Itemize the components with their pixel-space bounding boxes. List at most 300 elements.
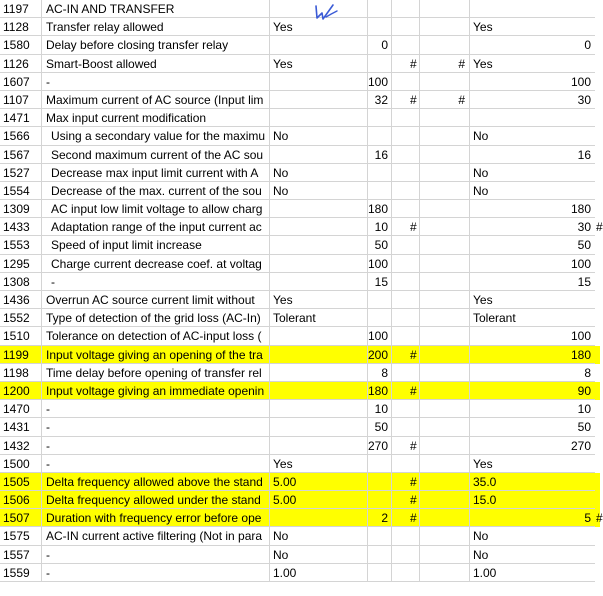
param-id-cell[interactable]: 1470 (0, 400, 42, 418)
flag-cell-2[interactable] (420, 218, 470, 236)
param-name-cell[interactable]: Speed of input limit increase (42, 236, 270, 254)
param-id-cell[interactable]: 1554 (0, 182, 42, 200)
trailing-flag-cell[interactable] (595, 418, 600, 436)
value-number-cell[interactable] (368, 55, 392, 73)
trailing-flag-cell[interactable] (595, 164, 600, 182)
table-row (0, 182, 600, 200)
param-id-cell[interactable]: 1433 (0, 218, 42, 236)
new-value-number-cell[interactable] (530, 182, 595, 200)
flag-cell[interactable] (392, 309, 420, 327)
table-row (0, 200, 600, 218)
param-id-cell[interactable]: 1557 (0, 546, 42, 564)
table-row (0, 491, 600, 509)
new-value-text-cell[interactable]: Yes (470, 291, 595, 309)
new-value-number-cell[interactable]: 50 (577, 238, 591, 253)
param-name-cell[interactable]: - (42, 273, 270, 291)
value-number-cell[interactable]: 8 (368, 364, 392, 382)
param-name-cell[interactable]: Delta frequency allowed under the stand (42, 491, 270, 509)
param-name-cell[interactable]: Delay before closing transfer relay (42, 36, 270, 54)
trailing-flag-cell[interactable] (595, 382, 600, 400)
new-value-number-cell[interactable]: 50 (577, 420, 591, 435)
new-value-number-cell[interactable]: 180 (570, 347, 591, 362)
value-number-cell[interactable] (368, 164, 392, 182)
flag-cell-2[interactable] (420, 291, 470, 309)
param-id-cell[interactable]: 1505 (0, 473, 42, 491)
value-text-cell[interactable]: 5.00 (270, 473, 368, 491)
value-number-cell[interactable] (368, 473, 392, 491)
value-number-cell[interactable] (368, 455, 392, 473)
trailing-flag-cell[interactable] (595, 146, 600, 164)
param-id-cell[interactable]: 1198 (0, 364, 42, 382)
value-number-cell[interactable] (368, 0, 392, 18)
new-value-number-cell[interactable] (530, 309, 595, 327)
table-row (0, 273, 600, 291)
flag-cell-2[interactable] (420, 527, 470, 545)
trailing-flag-cell[interactable] (595, 109, 600, 127)
flag-cell[interactable] (392, 127, 420, 145)
flag-cell[interactable] (392, 546, 420, 564)
value-text-cell[interactable] (270, 36, 368, 54)
param-name-cell[interactable]: - (42, 418, 270, 436)
flag-cell[interactable]: # (392, 509, 420, 527)
flag-cell-2[interactable]: # (420, 91, 470, 109)
flag-cell[interactable] (392, 109, 420, 127)
new-value-number-cell[interactable] (530, 491, 595, 509)
table-row (0, 255, 600, 273)
new-value-text-cell[interactable]: No (470, 546, 595, 564)
value-number-cell[interactable]: 50 (368, 236, 392, 254)
flag-cell-2[interactable] (420, 364, 470, 382)
param-id-cell[interactable]: 1107 (0, 91, 42, 109)
param-id-cell[interactable]: 1559 (0, 564, 42, 582)
flag-cell[interactable] (392, 200, 420, 218)
flag-cell-2[interactable] (420, 509, 470, 527)
flag-cell-2[interactable] (420, 236, 470, 254)
value-text-cell[interactable] (270, 236, 368, 254)
flag-cell-2[interactable] (420, 400, 470, 418)
value-text-cell[interactable] (270, 327, 368, 345)
param-name-cell[interactable]: - (42, 73, 270, 91)
new-value-number-cell[interactable]: 5 (584, 511, 591, 526)
table-row (0, 309, 600, 327)
flag-cell[interactable] (392, 291, 420, 309)
trailing-flag-cell[interactable] (595, 400, 600, 418)
param-id-cell[interactable]: 1527 (0, 164, 42, 182)
param-id-cell[interactable]: 1197 (0, 0, 42, 18)
value-text-cell[interactable]: Yes (270, 55, 368, 73)
value-number-cell[interactable]: 100 (368, 327, 392, 345)
table-row (0, 346, 600, 364)
trailing-flag-cell[interactable] (595, 182, 600, 200)
new-value-number-cell[interactable] (530, 164, 595, 182)
value-number-cell[interactable] (368, 109, 392, 127)
new-value-number-cell[interactable] (530, 291, 595, 309)
flag-cell[interactable] (392, 564, 420, 582)
param-id-cell[interactable]: 1471 (0, 109, 42, 127)
trailing-flag-cell[interactable] (595, 491, 600, 509)
value-number-cell[interactable] (368, 564, 392, 582)
param-name-cell[interactable]: Second maximum current of the AC sou (42, 146, 270, 164)
param-id-cell[interactable]: 1308 (0, 273, 42, 291)
value-number-cell[interactable]: 2 (368, 509, 392, 527)
new-value-number-cell[interactable]: 270 (570, 438, 591, 453)
new-value-number-cell[interactable]: 100 (570, 256, 591, 271)
table-row (0, 127, 600, 145)
flag-cell-2[interactable] (420, 18, 470, 36)
value-text-cell[interactable] (270, 346, 368, 364)
value-text-cell[interactable]: No (270, 164, 368, 182)
value-text-cell[interactable]: Yes (270, 291, 368, 309)
flag-cell[interactable] (392, 455, 420, 473)
trailing-flag-cell[interactable] (595, 18, 600, 36)
flag-cell[interactable]: # (392, 382, 420, 400)
value-number-cell[interactable]: 100 (368, 255, 392, 273)
table-row (0, 36, 600, 54)
new-value-text-cell[interactable]: Yes (470, 18, 595, 36)
trailing-flag-cell[interactable] (595, 36, 600, 54)
value-text-cell[interactable]: No (270, 546, 368, 564)
table-row (0, 473, 600, 491)
trailing-flag-cell[interactable] (595, 327, 600, 345)
new-value-number-cell[interactable]: 30 (577, 220, 591, 235)
param-name-cell[interactable]: Input voltage giving an immediate openin (42, 382, 270, 400)
flag-cell-2[interactable]: # (420, 55, 470, 73)
param-id-cell[interactable]: 1552 (0, 309, 42, 327)
table-row (0, 418, 600, 436)
param-name-cell[interactable]: Using a secondary value for the maximu (42, 127, 270, 145)
trailing-flag-cell[interactable] (595, 291, 600, 309)
param-id-cell[interactable]: 1128 (0, 18, 42, 36)
new-value-number-cell[interactable] (530, 55, 595, 73)
value-text-cell[interactable]: No (270, 127, 368, 145)
value-text-cell[interactable] (270, 91, 368, 109)
param-name-cell[interactable]: Time delay before opening of transfer rel (42, 364, 270, 382)
trailing-flag-cell[interactable] (595, 546, 600, 564)
table-row (0, 291, 600, 309)
value-text-cell[interactable] (270, 364, 368, 382)
value-number-cell[interactable] (368, 491, 392, 509)
new-value-text-cell[interactable]: 35.0 (470, 473, 595, 491)
flag-cell-2[interactable] (420, 0, 470, 18)
new-value-number-cell[interactable]: 16 (577, 147, 591, 162)
flag-cell-2[interactable] (420, 327, 470, 345)
flag-cell[interactable]: # (392, 437, 420, 455)
new-value-number-cell[interactable]: 15 (577, 274, 591, 289)
trailing-flag-cell[interactable] (595, 236, 600, 254)
flag-cell-2[interactable] (420, 109, 470, 127)
param-id-cell[interactable]: 1431 (0, 418, 42, 436)
flag-cell-2[interactable] (420, 546, 470, 564)
trailing-flag-cell[interactable] (595, 564, 600, 582)
new-value-text-cell[interactable]: 1.00 (470, 564, 595, 582)
value-number-cell[interactable] (368, 527, 392, 545)
trailing-flag-cell[interactable] (595, 346, 600, 364)
trailing-flag-cell[interactable] (595, 73, 600, 91)
value-text-cell[interactable] (270, 146, 368, 164)
value-text-cell[interactable]: 5.00 (270, 491, 368, 509)
value-text-cell[interactable]: 1.00 (270, 564, 368, 582)
value-number-cell[interactable]: 50 (368, 418, 392, 436)
flag-cell[interactable] (392, 255, 420, 273)
new-value-number-cell[interactable]: 10 (577, 402, 591, 417)
value-number-cell[interactable]: 15 (368, 273, 392, 291)
value-number-cell[interactable]: 100 (368, 73, 392, 91)
new-value-text-cell[interactable]: No (470, 164, 595, 182)
flag-cell-2[interactable] (420, 564, 470, 582)
value-text-cell[interactable]: Tolerant (270, 309, 368, 327)
flag-cell[interactable] (392, 527, 420, 545)
flag-cell[interactable] (392, 418, 420, 436)
param-name-cell[interactable]: - (42, 437, 270, 455)
flag-cell[interactable]: # (392, 218, 420, 236)
param-id-cell[interactable]: 1432 (0, 437, 42, 455)
table-row (0, 564, 600, 582)
value-number-cell[interactable]: 180 (368, 382, 392, 400)
param-id-cell[interactable]: 1309 (0, 200, 42, 218)
flag-cell[interactable] (392, 73, 420, 91)
value-text-cell[interactable] (270, 109, 368, 127)
flag-cell-2[interactable] (420, 127, 470, 145)
flag-cell-2[interactable] (420, 273, 470, 291)
param-id-cell[interactable]: 1126 (0, 55, 42, 73)
param-id-cell[interactable]: 1199 (0, 346, 42, 364)
table-row (0, 91, 600, 109)
table-row (0, 527, 600, 545)
trailing-flag-cell[interactable] (595, 473, 600, 491)
param-id-cell[interactable]: 1507 (0, 509, 42, 527)
flag-cell-2[interactable] (420, 437, 470, 455)
flag-cell[interactable] (392, 273, 420, 291)
param-name-cell[interactable]: - (42, 546, 270, 564)
value-number-cell[interactable]: 32 (368, 91, 392, 109)
param-name-cell[interactable]: Decrease of the max. current of the sou (42, 182, 270, 200)
flag-cell[interactable] (392, 364, 420, 382)
param-id-cell[interactable]: 1567 (0, 146, 42, 164)
flag-cell[interactable]: # (392, 91, 420, 109)
value-text-cell[interactable] (270, 382, 368, 400)
flag-cell[interactable] (392, 36, 420, 54)
param-id-cell[interactable]: 1506 (0, 491, 42, 509)
flag-cell-2[interactable] (420, 73, 470, 91)
flag-cell[interactable] (392, 182, 420, 200)
table-row (0, 55, 600, 73)
handwritten-mark-icon (312, 2, 340, 24)
param-name-cell[interactable]: - (42, 564, 270, 582)
new-value-number-cell[interactable]: 180 (570, 202, 591, 217)
table-row (0, 400, 600, 418)
new-value-number-cell[interactable]: 100 (570, 74, 591, 89)
param-name-cell[interactable]: Input voltage giving an opening of the tra (42, 346, 270, 364)
trailing-flag-cell[interactable]: # (596, 220, 603, 235)
trailing-flag-cell[interactable] (595, 55, 600, 73)
trailing-flag-cell[interactable] (595, 437, 600, 455)
value-number-cell[interactable] (368, 291, 392, 309)
value-number-cell[interactable]: 16 (368, 146, 392, 164)
trailing-flag-cell[interactable] (595, 0, 600, 18)
value-text-cell[interactable] (270, 400, 368, 418)
table-row (0, 109, 600, 127)
value-number-cell[interactable]: 200 (368, 346, 392, 364)
trailing-flag-cell[interactable] (595, 273, 600, 291)
new-value-number-cell[interactable] (530, 127, 595, 145)
trailing-flag-cell[interactable] (595, 91, 600, 109)
new-value-number-cell[interactable] (530, 18, 595, 36)
param-id-cell[interactable]: 1510 (0, 327, 42, 345)
param-name-cell[interactable]: Decrease max input limit current with A (42, 164, 270, 182)
flag-cell[interactable]: # (392, 346, 420, 364)
flag-cell-2[interactable] (420, 255, 470, 273)
trailing-flag-cell[interactable]: # (596, 511, 603, 526)
param-id-cell[interactable]: 1200 (0, 382, 42, 400)
table-row (0, 382, 600, 400)
table-row (0, 146, 600, 164)
new-value-number-cell[interactable]: 100 (570, 329, 591, 344)
value-text-cell[interactable] (270, 200, 368, 218)
value-text-cell[interactable] (270, 273, 368, 291)
new-value-text-cell[interactable]: 15.0 (470, 491, 595, 509)
param-name-cell[interactable]: Smart-Boost allowed (42, 55, 270, 73)
new-value-number-cell[interactable]: 90 (577, 383, 591, 398)
value-number-cell[interactable]: 10 (368, 218, 392, 236)
flag-cell[interactable] (392, 0, 420, 18)
new-value-text-cell[interactable]: Yes (470, 55, 595, 73)
param-name-cell[interactable]: AC input low limit voltage to allow charg (42, 200, 270, 218)
value-number-cell[interactable]: 270 (368, 437, 392, 455)
table-row (0, 236, 600, 254)
new-value-number-cell[interactable] (530, 564, 595, 582)
param-id-cell[interactable]: 1295 (0, 255, 42, 273)
value-text-cell[interactable]: Yes (270, 18, 368, 36)
new-value-text-cell[interactable]: Yes (470, 455, 595, 473)
trailing-flag-cell[interactable] (595, 255, 600, 273)
param-name-cell[interactable]: Transfer relay allowed (42, 18, 270, 36)
flag-cell[interactable]: # (392, 491, 420, 509)
flag-cell[interactable] (392, 327, 420, 345)
trailing-flag-cell[interactable] (595, 127, 600, 145)
value-number-cell[interactable] (368, 546, 392, 564)
value-text-cell[interactable]: Yes (270, 455, 368, 473)
param-id-cell[interactable]: 1575 (0, 527, 42, 545)
param-name-cell[interactable]: Delta frequency allowed above the stand (42, 473, 270, 491)
new-value-text-cell[interactable]: No (470, 182, 595, 200)
param-id-cell[interactable]: 1566 (0, 127, 42, 145)
new-value-number-cell[interactable]: 30 (577, 92, 591, 107)
table-row (0, 546, 600, 564)
new-value-number-cell[interactable] (530, 109, 595, 127)
new-value-number-cell[interactable] (530, 546, 595, 564)
table-row (0, 364, 600, 382)
flag-cell[interactable]: # (392, 55, 420, 73)
param-name-cell[interactable]: Maximum current of AC source (Input lim (42, 91, 270, 109)
table-row (0, 509, 603, 527)
param-id-cell[interactable]: 1553 (0, 236, 42, 254)
flag-cell-2[interactable] (420, 418, 470, 436)
param-id-cell[interactable]: 1580 (0, 36, 42, 54)
param-id-cell[interactable]: 1500 (0, 455, 42, 473)
value-text-cell[interactable] (270, 73, 368, 91)
value-text-cell[interactable] (270, 255, 368, 273)
trailing-flag-cell[interactable] (595, 455, 600, 473)
trailing-flag-cell[interactable] (595, 309, 600, 327)
param-name-cell[interactable]: - (42, 400, 270, 418)
table-row (0, 73, 600, 91)
param-name-cell[interactable]: Charge current decrease coef. at voltag (42, 255, 270, 273)
new-value-number-cell[interactable]: 0 (584, 38, 591, 53)
param-name-cell[interactable]: AC-IN current active filtering (Not in para (42, 527, 270, 545)
value-number-cell[interactable] (368, 18, 392, 36)
flag-cell-2[interactable] (420, 473, 470, 491)
param-name-cell[interactable]: - (42, 455, 270, 473)
trailing-flag-cell[interactable] (595, 200, 600, 218)
flag-cell[interactable] (392, 236, 420, 254)
new-value-number-cell[interactable] (530, 455, 595, 473)
param-name-cell[interactable]: Overrun AC source current limit without (42, 291, 270, 309)
param-name-cell[interactable]: AC-IN AND TRANSFER (42, 0, 270, 18)
value-text-cell[interactable]: No (270, 527, 368, 545)
param-id-cell[interactable]: 1607 (0, 73, 42, 91)
flag-cell-2[interactable] (420, 491, 470, 509)
flag-cell-2[interactable] (420, 455, 470, 473)
flag-cell[interactable] (392, 146, 420, 164)
trailing-flag-cell[interactable] (595, 364, 600, 382)
value-number-cell[interactable]: 0 (368, 36, 392, 54)
new-value-text-cell[interactable]: No (470, 127, 595, 145)
value-text-cell[interactable] (270, 218, 368, 236)
flag-cell[interactable] (392, 164, 420, 182)
table-row (0, 0, 600, 18)
param-name-cell[interactable]: Type of detection of the grid loss (AC-In) (42, 309, 270, 327)
flag-cell-2[interactable] (420, 36, 470, 54)
flag-cell-2[interactable] (420, 309, 470, 327)
value-number-cell[interactable]: 10 (368, 400, 392, 418)
table-row (0, 327, 600, 345)
param-id-cell[interactable]: 1436 (0, 291, 42, 309)
table-row (0, 164, 600, 182)
new-value-text-cell[interactable]: Tolerant (470, 309, 595, 327)
value-text-cell[interactable] (270, 437, 368, 455)
new-value-number-cell[interactable]: 8 (584, 365, 591, 380)
table-row (0, 218, 603, 236)
value-text-cell[interactable]: No (270, 182, 368, 200)
flag-cell[interactable] (392, 400, 420, 418)
param-name-cell[interactable]: Tolerance on detection of AC-input loss ( (42, 327, 270, 345)
flag-cell-2[interactable] (420, 200, 470, 218)
flag-cell-2[interactable] (420, 382, 470, 400)
new-value-number-cell[interactable] (530, 473, 595, 491)
new-value-text-cell[interactable]: No (470, 527, 595, 545)
table-row (0, 455, 600, 473)
param-name-cell[interactable]: Duration with frequency error before ope (42, 509, 270, 527)
param-name-cell[interactable]: Adaptation range of the input current ac (42, 218, 270, 236)
flag-cell-2[interactable] (420, 146, 470, 164)
value-number-cell[interactable] (368, 309, 392, 327)
flag-cell-2[interactable] (420, 164, 470, 182)
flag-cell-2[interactable] (420, 182, 470, 200)
value-number-cell[interactable] (368, 182, 392, 200)
flag-cell[interactable]: # (392, 473, 420, 491)
flag-cell-2[interactable] (420, 346, 470, 364)
param-name-cell[interactable]: Max input current modification (42, 109, 270, 127)
value-text-cell[interactable] (270, 418, 368, 436)
value-number-cell[interactable]: 180 (368, 200, 392, 218)
table-row (0, 437, 600, 455)
value-text-cell[interactable] (270, 509, 368, 527)
trailing-flag-cell[interactable] (595, 527, 600, 545)
value-number-cell[interactable] (368, 127, 392, 145)
new-value-number-cell[interactable] (530, 527, 595, 545)
flag-cell[interactable] (392, 18, 420, 36)
new-value-number-cell[interactable] (530, 0, 595, 18)
